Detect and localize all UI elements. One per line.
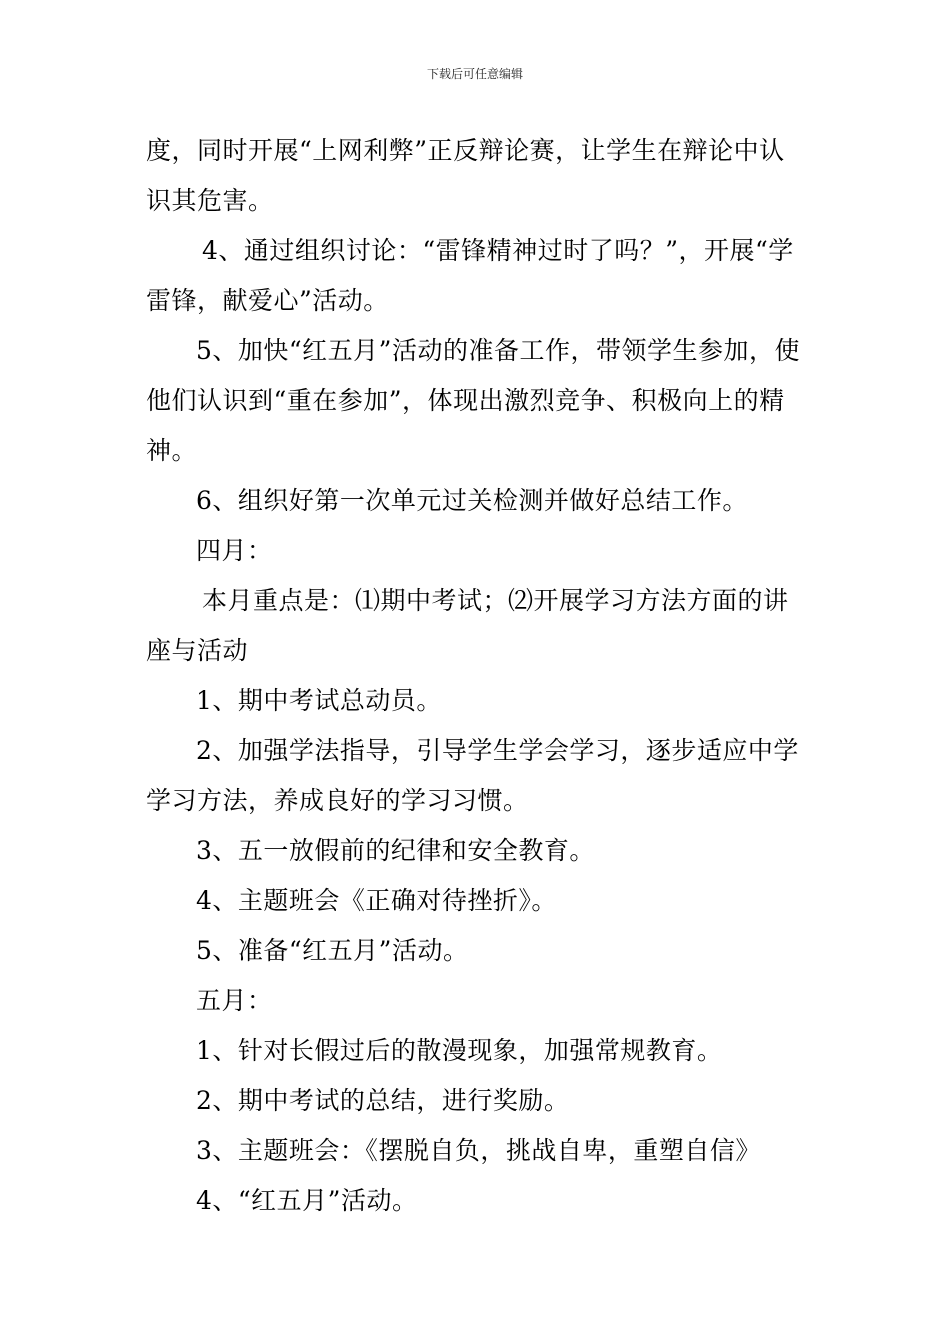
section-heading-april: 四月： — [196, 536, 273, 565]
paragraph-item-4: 4、通过组织讨论：“雷锋精神过时了吗？”，开展“学雷锋，献爱心”活动。 — [146, 236, 794, 315]
document-body — [146, 126, 808, 1226]
paragraph-april-item-1: 1、期中考试总动员。 — [196, 686, 442, 715]
paragraph-item-6: 6、组织好第一次单元过关检测并做好总结工作。 — [196, 486, 748, 515]
paragraph-april-item-4: 4、主题班会《正确对待挫折》。 — [196, 886, 557, 915]
paragraph-april-focus: 本月重点是：⑴期中考试；⑵开展学习方法方面的讲座与活动 — [146, 586, 789, 665]
paragraph-april-item-3: 3、五一放假前的纪律和安全教育。 — [196, 836, 595, 865]
paragraph-april-item-5: 5、准备“红五月”活动。 — [196, 936, 469, 965]
paragraph-may-item-1: 1、针对长假过后的散漫现象，加强常规教育。 — [196, 1036, 723, 1065]
paragraph-continuation: 度，同时开展“上网利弊”正反辩论赛，让学生在辩论中认识其危害。 — [146, 136, 785, 215]
page-header-note: 下载后可任意编辑 — [426, 67, 523, 81]
paragraph-may-item-2: 2、期中考试的总结，进行奖励。 — [196, 1086, 570, 1115]
paragraph-may-item-4: 4、“红五月”活动。 — [196, 1186, 418, 1215]
paragraph-april-item-2: 2、加强学法指导，引导学生学会学习，逐步适应中学学习方法，养成良好的学习习惯。 — [146, 736, 799, 815]
paragraph-may-item-3: 3、主题班会：《摆脱自负，挑战自卑，重塑自信》 — [196, 1136, 761, 1165]
section-heading-may: 五月： — [196, 986, 273, 1015]
paragraph-item-5: 5、加快“红五月”活动的准备工作，带领学生参加，使他们认识到“重在参加”，体现出激烈竞争、积极向上的精神。 — [146, 336, 800, 465]
